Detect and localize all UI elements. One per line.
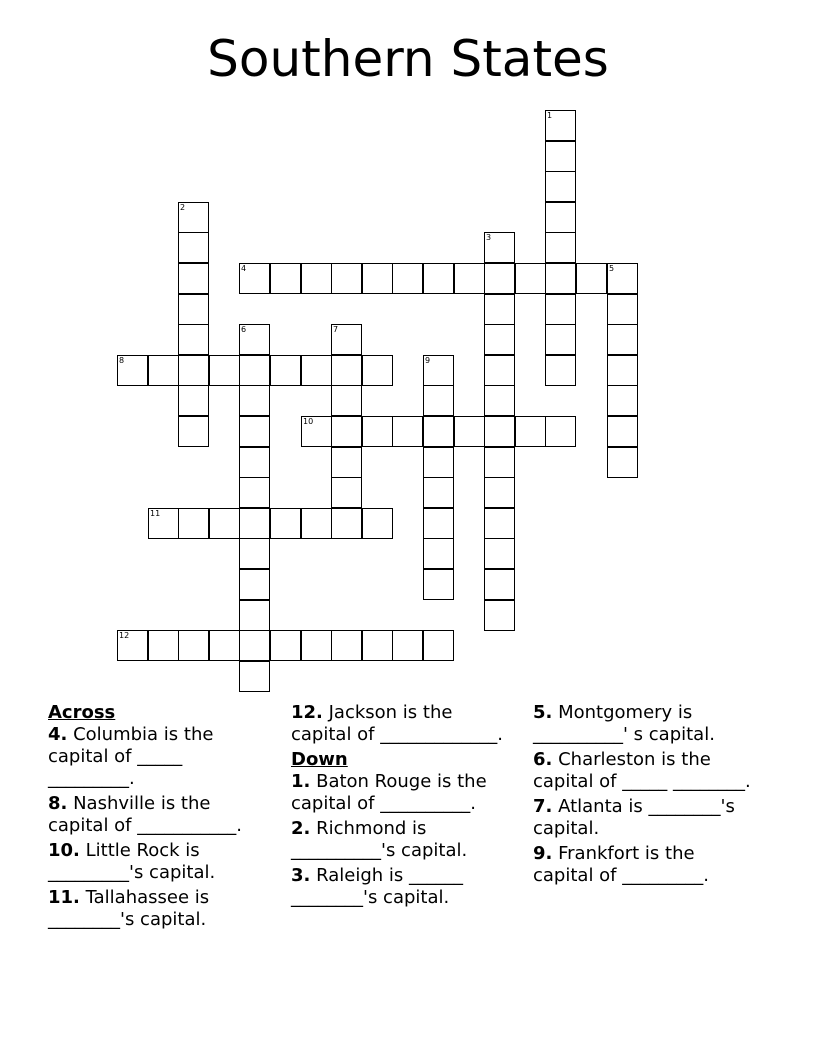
grid-cell[interactable] [545, 416, 576, 447]
grid-cell[interactable] [423, 385, 454, 416]
clue-number: 6. [533, 749, 553, 770]
grid-cell[interactable] [423, 416, 454, 447]
clue-down-5 [533, 702, 758, 746]
clue-across-11 [48, 887, 273, 931]
grid-cell[interactable] [178, 385, 209, 416]
clue-text: Nashville is the capital of ___________. [48, 793, 242, 836]
cell-number: 8 [119, 356, 125, 365]
grid-cell[interactable] [607, 447, 638, 478]
grid-cell[interactable] [178, 416, 209, 447]
grid-cell[interactable] [331, 508, 362, 539]
cell-number: 2 [180, 203, 186, 212]
clue-number: 5. [533, 702, 553, 723]
grid-cell[interactable] [178, 294, 209, 325]
grid-cell[interactable] [301, 630, 332, 661]
clue-text: Montgomery is __________' s capital. [533, 702, 715, 745]
grid-cell[interactable] [270, 630, 301, 661]
grid-cell[interactable] [239, 355, 270, 386]
grid-cell[interactable] [178, 324, 209, 355]
grid-cell[interactable] [607, 294, 638, 325]
grid-cell[interactable] [148, 508, 179, 539]
grid-cell[interactable] [607, 385, 638, 416]
cell-number: 7 [333, 325, 339, 334]
grid-cell[interactable] [545, 202, 576, 233]
grid-cell[interactable] [484, 294, 515, 325]
grid-cell[interactable] [515, 416, 546, 447]
grid-cell[interactable] [484, 600, 515, 631]
cell-number: 6 [241, 325, 247, 334]
grid-cell[interactable] [484, 232, 515, 263]
clues-column-1 [48, 702, 273, 934]
grid-cell[interactable] [178, 630, 209, 661]
grid-cell[interactable] [423, 508, 454, 539]
grid-cell[interactable] [270, 355, 301, 386]
cell-number: 11 [150, 509, 161, 518]
grid-cell[interactable] [239, 661, 270, 692]
grid-cell[interactable] [148, 630, 179, 661]
grid-cell[interactable] [576, 263, 607, 294]
grid-cell[interactable] [545, 171, 576, 202]
grid-cell[interactable] [239, 324, 270, 355]
grid-cell[interactable] [301, 355, 332, 386]
grid-cell[interactable] [178, 202, 209, 233]
cell-number: 9 [425, 356, 431, 365]
grid-cell[interactable] [423, 477, 454, 508]
clue-across-8 [48, 793, 273, 837]
across-heading: Across [48, 702, 116, 723]
clue-number: 7. [533, 796, 553, 817]
grid-cell[interactable] [239, 569, 270, 600]
clue-number: 8. [48, 793, 68, 814]
cell-number: 12 [119, 631, 130, 640]
clue-across-12 [291, 702, 516, 746]
grid-cell[interactable] [545, 324, 576, 355]
grid-cell[interactable] [331, 324, 362, 355]
grid-cell[interactable] [178, 355, 209, 386]
grid-cell[interactable] [178, 508, 209, 539]
grid-cell[interactable] [545, 232, 576, 263]
grid-cell[interactable] [484, 385, 515, 416]
clue-number: 9. [533, 843, 553, 864]
clue-text: Frankfort is the capital of _________. [533, 843, 709, 886]
grid-cell[interactable] [239, 600, 270, 631]
grid-cell[interactable] [209, 508, 240, 539]
grid-cell[interactable] [545, 141, 576, 172]
grid-cell[interactable] [148, 355, 179, 386]
grid-cell[interactable] [362, 508, 393, 539]
grid-cell[interactable] [331, 385, 362, 416]
cell-number: 10 [303, 417, 314, 426]
grid-cell[interactable] [239, 447, 270, 478]
clue-text: Atlanta is ________'s capital. [533, 796, 735, 839]
grid-cell[interactable] [331, 477, 362, 508]
clue-across-4 [48, 724, 273, 790]
grid-cell[interactable] [484, 538, 515, 569]
clue-number: 12. [291, 702, 323, 723]
grid-cell[interactable] [301, 508, 332, 539]
grid-cell[interactable] [423, 355, 454, 386]
grid-cell[interactable] [239, 263, 270, 294]
clue-number: 11. [48, 887, 80, 908]
grid-cell[interactable] [545, 110, 576, 141]
grid-cell[interactable] [484, 416, 515, 447]
clue-text: Jackson is the capital of _____________. [291, 702, 503, 745]
grid-cell[interactable] [607, 263, 638, 294]
grid-cell[interactable] [270, 508, 301, 539]
grid-cell[interactable] [484, 477, 515, 508]
clue-text: Richmond is __________'s capital. [291, 818, 468, 861]
grid-cell[interactable] [607, 355, 638, 386]
clue-across-10 [48, 840, 273, 884]
clue-text: Little Rock is _________'s capital. [48, 840, 216, 883]
clue-number: 4. [48, 724, 68, 745]
down-heading: Down [291, 749, 348, 770]
clues-column-2 [291, 702, 516, 912]
grid-cell[interactable] [484, 263, 515, 294]
grid-cell[interactable] [117, 630, 148, 661]
grid-cell[interactable] [270, 263, 301, 294]
grid-cell[interactable] [484, 508, 515, 539]
grid-cell[interactable] [607, 324, 638, 355]
clue-down-6 [533, 749, 758, 793]
clue-number: 1. [291, 771, 311, 792]
grid-cell[interactable] [362, 355, 393, 386]
grid-cell[interactable] [239, 416, 270, 447]
grid-cell[interactable] [392, 630, 423, 661]
clue-number: 10. [48, 840, 80, 861]
grid-cell[interactable] [117, 355, 148, 386]
clue-text: Tallahassee is ________'s capital. [48, 887, 210, 930]
grid-cell[interactable] [331, 355, 362, 386]
cell-number: 5 [609, 264, 615, 273]
clue-number: 2. [291, 818, 311, 839]
grid-cell[interactable] [239, 385, 270, 416]
clue-down-9 [533, 843, 758, 887]
page-title: Southern States [207, 30, 609, 88]
grid-cell[interactable] [484, 324, 515, 355]
clue-down-3 [291, 865, 516, 909]
grid-cell[interactable] [454, 416, 485, 447]
grid-cell[interactable] [209, 355, 240, 386]
grid-cell[interactable] [423, 538, 454, 569]
grid-cell[interactable] [454, 263, 485, 294]
clue-text: Baton Rouge is the capital of __________. [291, 771, 487, 814]
grid-cell[interactable] [423, 569, 454, 600]
grid-cell[interactable] [331, 630, 362, 661]
grid-cell[interactable] [178, 232, 209, 263]
grid-cell[interactable] [178, 263, 209, 294]
grid-cell[interactable] [423, 630, 454, 661]
grid-cell[interactable] [423, 447, 454, 478]
cell-number: 1 [547, 111, 553, 120]
grid-cell[interactable] [423, 263, 454, 294]
grid-cell[interactable] [392, 416, 423, 447]
grid-cell[interactable] [392, 263, 423, 294]
grid-cell[interactable] [362, 630, 393, 661]
clue-text: Charleston is the capital of _____ ________. [533, 749, 751, 792]
grid-cell[interactable] [301, 263, 332, 294]
grid-cell[interactable] [545, 355, 576, 386]
grid-cell[interactable] [484, 447, 515, 478]
grid-cell[interactable] [209, 630, 240, 661]
grid-cell[interactable] [484, 355, 515, 386]
grid-cell[interactable] [515, 263, 546, 294]
clue-down-1 [291, 771, 516, 815]
grid-cell[interactable] [362, 416, 393, 447]
cell-number: 4 [241, 264, 247, 273]
cell-number: 3 [486, 233, 492, 242]
grid-cell[interactable] [331, 416, 362, 447]
clue-down-2 [291, 818, 516, 862]
grid-cell[interactable] [545, 263, 576, 294]
clue-down-7 [533, 796, 758, 840]
clue-text: Raleigh is ______ ________'s capital. [291, 865, 463, 908]
grid-cell[interactable] [239, 477, 270, 508]
grid-cell[interactable] [545, 294, 576, 325]
grid-cell[interactable] [362, 263, 393, 294]
grid-cell[interactable] [607, 416, 638, 447]
clue-text: Columbia is the capital of _____ _________. [48, 724, 214, 789]
grid-cell[interactable] [301, 416, 332, 447]
grid-cell[interactable] [331, 447, 362, 478]
grid-cell[interactable] [239, 630, 270, 661]
clues-column-3 [533, 702, 758, 890]
grid-cell[interactable] [484, 569, 515, 600]
grid-cell[interactable] [331, 263, 362, 294]
grid-cell[interactable] [239, 508, 270, 539]
clue-number: 3. [291, 865, 311, 886]
grid-cell[interactable] [239, 538, 270, 569]
